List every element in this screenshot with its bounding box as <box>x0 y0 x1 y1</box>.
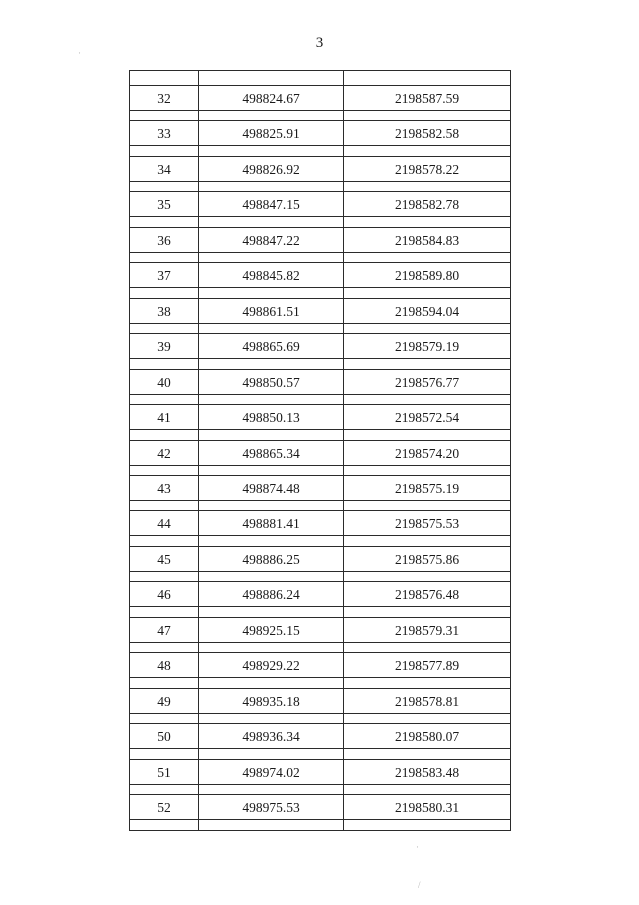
table-row <box>130 621 510 641</box>
y-coordinate-cell: 2198582.78 <box>394 197 460 213</box>
x-coordinate-cell: 498881.41 <box>242 516 300 532</box>
table-row <box>130 231 510 251</box>
x-coordinate-cell: 498886.25 <box>242 551 300 567</box>
row-border <box>130 298 510 299</box>
table-row <box>130 337 510 357</box>
y-coordinate-cell: 2198580.31 <box>394 800 460 815</box>
point-number-cell: 33 <box>157 126 171 142</box>
row-border <box>130 510 510 511</box>
y-coordinate-cell: 2198575.19 <box>394 480 460 496</box>
table-row <box>130 124 510 144</box>
table-row <box>130 195 510 215</box>
y-coordinate-cell: 2198579.31 <box>394 622 460 638</box>
y-coordinate-cell: 2198583.48 <box>394 764 460 780</box>
row-border <box>130 465 510 466</box>
point-number-cell: 34 <box>157 161 171 177</box>
point-number-cell: 52 <box>157 800 171 815</box>
x-coordinate-cell: 498845.82 <box>242 268 300 284</box>
row-border <box>130 475 510 476</box>
row-border <box>130 181 510 182</box>
table-row <box>130 585 510 605</box>
scan-speck: / <box>418 880 421 890</box>
row-border <box>130 723 510 724</box>
x-coordinate-cell: 498826.92 <box>242 161 300 177</box>
x-coordinate-cell: 498824.67 <box>242 91 300 106</box>
row-border <box>130 262 510 263</box>
point-number-cell: 38 <box>157 303 171 319</box>
row-border <box>130 191 510 192</box>
y-coordinate-cell: 2198580.07 <box>394 729 460 745</box>
x-coordinate-cell: 498825.91 <box>242 126 300 142</box>
table-row <box>130 444 510 464</box>
y-coordinate-cell: 2198582.58 <box>394 126 460 142</box>
point-number-cell: 40 <box>157 374 171 390</box>
table-row <box>130 160 510 180</box>
x-coordinate-cell: 498936.34 <box>242 729 300 745</box>
y-coordinate-cell: 2198584.83 <box>394 232 460 248</box>
row-border <box>130 429 510 430</box>
point-number-cell: 47 <box>157 622 171 638</box>
row-border <box>130 794 510 795</box>
row-border <box>130 617 510 618</box>
row-border <box>130 120 510 121</box>
y-coordinate-cell: 2198576.77 <box>394 374 460 390</box>
row-border <box>130 652 510 653</box>
y-coordinate-cell: 2198587.59 <box>394 91 460 106</box>
row-border <box>130 677 510 678</box>
x-coordinate-cell: 498874.48 <box>242 480 300 496</box>
row-border <box>130 819 510 820</box>
x-coordinate-cell: 498865.69 <box>242 339 300 355</box>
row-border <box>130 759 510 760</box>
x-coordinate-cell: 498847.22 <box>242 232 300 248</box>
row-border <box>130 369 510 370</box>
row-border <box>130 85 510 86</box>
row-border <box>130 110 510 111</box>
x-coordinate-cell: 498847.15 <box>242 197 300 213</box>
row-border <box>130 581 510 582</box>
point-number-cell: 41 <box>157 410 171 426</box>
table-row <box>130 514 510 534</box>
y-coordinate-cell: 2198575.86 <box>394 551 460 567</box>
row-border <box>130 748 510 749</box>
row-border <box>130 156 510 157</box>
point-number-cell: 45 <box>157 551 171 567</box>
row-border <box>130 500 510 501</box>
x-coordinate-cell: 498975.53 <box>242 800 300 815</box>
point-number-cell: 46 <box>157 587 171 603</box>
point-number-cell: 37 <box>157 268 171 284</box>
row-border <box>130 287 510 288</box>
point-number-cell: 50 <box>157 729 171 745</box>
y-coordinate-cell: 2198589.80 <box>394 268 460 284</box>
row-border <box>130 688 510 689</box>
table-row <box>130 302 510 322</box>
point-number-cell: 51 <box>157 764 171 780</box>
row-border <box>130 784 510 785</box>
y-coordinate-cell: 2198578.22 <box>394 161 460 177</box>
x-coordinate-cell: 498925.15 <box>242 622 300 638</box>
x-coordinate-cell: 498974.02 <box>242 764 300 780</box>
x-coordinate-cell: 498861.51 <box>242 303 300 319</box>
row-border <box>130 216 510 217</box>
row-border <box>130 252 510 253</box>
point-number-cell: 44 <box>157 516 171 532</box>
row-border <box>130 606 510 607</box>
page-number: 3 <box>315 35 324 51</box>
y-coordinate-cell: 2198572.54 <box>394 410 460 426</box>
table-row <box>130 798 510 818</box>
y-coordinate-cell: 2198579.19 <box>394 339 460 355</box>
y-coordinate-cell: 2198576.48 <box>394 587 460 603</box>
scan-speck: · <box>78 48 81 58</box>
row-border <box>130 358 510 359</box>
y-coordinate-cell: 2198574.20 <box>394 445 460 461</box>
row-border <box>130 642 510 643</box>
point-number-cell: 49 <box>157 693 171 709</box>
table-row <box>130 656 510 676</box>
point-number-cell: 43 <box>157 480 171 496</box>
row-border <box>130 145 510 146</box>
table-row <box>130 692 510 712</box>
row-border <box>130 394 510 395</box>
y-coordinate-cell: 2198577.89 <box>394 658 460 674</box>
row-border <box>130 713 510 714</box>
y-coordinate-cell: 2198578.81 <box>394 693 460 709</box>
y-coordinate-cell: 2198594.04 <box>394 303 460 319</box>
y-coordinate-cell: 2198575.53 <box>394 516 460 532</box>
coordinates-table <box>129 70 511 831</box>
x-coordinate-cell: 498850.13 <box>242 410 300 426</box>
row-border <box>130 440 510 441</box>
row-border <box>130 227 510 228</box>
table-row <box>130 373 510 393</box>
x-coordinate-cell: 498929.22 <box>242 658 300 674</box>
row-border <box>130 404 510 405</box>
x-coordinate-cell: 498935.18 <box>242 693 300 709</box>
table-row <box>130 266 510 286</box>
scan-speck: · <box>416 842 419 852</box>
row-border <box>130 323 510 324</box>
x-coordinate-cell: 498850.57 <box>242 374 300 390</box>
x-coordinate-cell: 498886.24 <box>242 587 300 603</box>
table-row <box>130 763 510 783</box>
row-border <box>130 333 510 334</box>
table-row <box>130 89 510 109</box>
table-row <box>130 479 510 499</box>
row-border <box>130 571 510 572</box>
table-row <box>130 727 510 747</box>
point-number-cell: 35 <box>157 197 171 213</box>
table-row <box>130 408 510 428</box>
row-border <box>130 535 510 536</box>
point-number-cell: 32 <box>157 91 171 106</box>
point-number-cell: 48 <box>157 658 171 674</box>
row-border <box>130 546 510 547</box>
x-coordinate-cell: 498865.34 <box>242 445 300 461</box>
point-number-cell: 39 <box>157 339 171 355</box>
point-number-cell: 42 <box>157 445 171 461</box>
point-number-cell: 36 <box>157 232 171 248</box>
table-row <box>130 550 510 570</box>
